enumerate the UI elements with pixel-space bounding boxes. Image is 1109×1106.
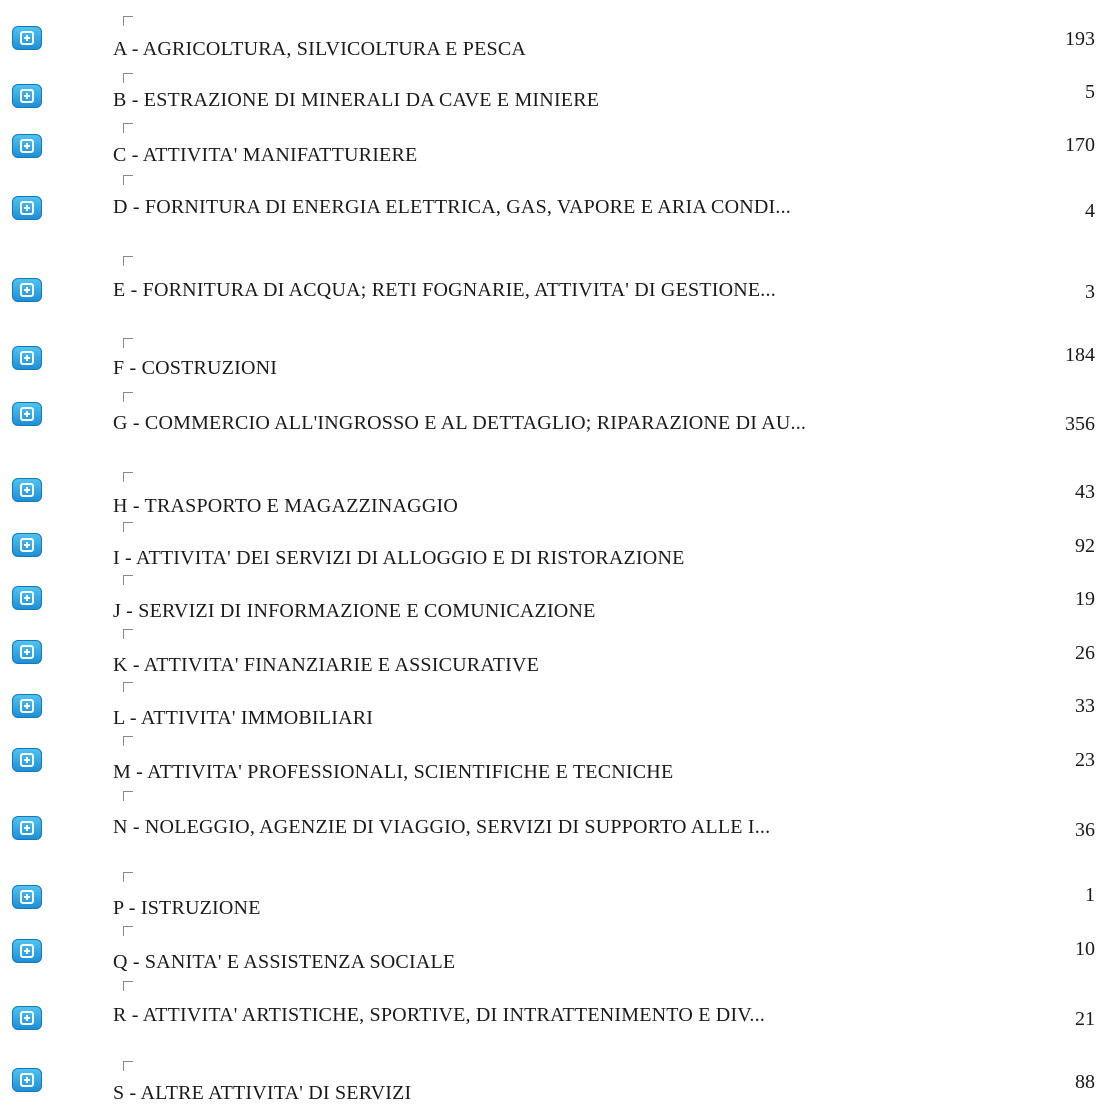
tree-connector bbox=[123, 1061, 133, 1071]
tree-item-label[interactable]: I - ATTIVITA' DEI SERVIZI DI ALLOGGIO E DI RISTORAZIONE bbox=[113, 547, 685, 569]
expand-button[interactable] bbox=[12, 278, 42, 302]
expand-button[interactable] bbox=[12, 134, 42, 158]
tree-connector bbox=[123, 338, 133, 348]
plus-square-icon bbox=[20, 89, 34, 103]
tree-item-label[interactable]: L - ATTIVITA' IMMOBILIARI bbox=[113, 707, 374, 729]
tree-item-label[interactable]: R - ATTIVITA' ARTISTICHE, SPORTIVE, DI INTRATTENIMENTO E DIV... bbox=[113, 1004, 765, 1026]
expand-button[interactable] bbox=[12, 346, 42, 370]
item-count: 23 bbox=[1075, 749, 1095, 771]
item-count: 26 bbox=[1075, 642, 1095, 664]
expand-button[interactable] bbox=[12, 640, 42, 664]
tree-item-label[interactable]: F - COSTRUZIONI bbox=[113, 357, 278, 379]
expand-button[interactable] bbox=[12, 1068, 42, 1092]
expand-button[interactable] bbox=[12, 939, 42, 963]
tree-item-label[interactable]: C - ATTIVITA' MANIFATTURIERE bbox=[113, 144, 418, 166]
plus-square-icon bbox=[20, 890, 34, 904]
item-count: 184 bbox=[1065, 344, 1095, 366]
item-count: 43 bbox=[1075, 481, 1095, 503]
plus-square-icon bbox=[20, 821, 34, 835]
expand-button[interactable] bbox=[12, 748, 42, 772]
plus-square-icon bbox=[20, 753, 34, 767]
plus-square-icon bbox=[20, 407, 34, 421]
expand-button[interactable] bbox=[12, 26, 42, 50]
tree-connector bbox=[123, 575, 133, 585]
tree-item-label[interactable]: S - ALTRE ATTIVITA' DI SERVIZI bbox=[113, 1082, 412, 1104]
item-count: 170 bbox=[1065, 134, 1095, 156]
plus-square-icon bbox=[20, 351, 34, 365]
tree-item-label[interactable]: H - TRASPORTO E MAGAZZINAGGIO bbox=[113, 495, 458, 517]
plus-square-icon bbox=[20, 201, 34, 215]
tree-connector bbox=[123, 175, 133, 185]
tree-item-label[interactable]: B - ESTRAZIONE DI MINERALI DA CAVE E MINIERE bbox=[113, 89, 600, 111]
tree-connector bbox=[123, 123, 133, 133]
item-count: 3 bbox=[1085, 281, 1095, 303]
expand-button[interactable] bbox=[12, 84, 42, 108]
tree-connector bbox=[123, 392, 133, 402]
tree-item-label[interactable]: M - ATTIVITA' PROFESSIONALI, SCIENTIFICHE E TECNICHE bbox=[113, 761, 674, 783]
tree-item-label[interactable]: E - FORNITURA DI ACQUA; RETI FOGNARIE, ATTIVITA' DI GESTIONE... bbox=[113, 279, 776, 301]
tree-connector bbox=[123, 736, 133, 746]
item-count: 36 bbox=[1075, 819, 1095, 841]
expand-button[interactable] bbox=[12, 1006, 42, 1030]
tree-item-label[interactable]: A - AGRICOLTURA, SILVICOLTURA E PESCA bbox=[113, 38, 527, 60]
expand-button[interactable] bbox=[12, 533, 42, 557]
tree-connector bbox=[123, 872, 133, 882]
plus-square-icon bbox=[20, 944, 34, 958]
item-count: 193 bbox=[1065, 28, 1095, 50]
plus-square-icon bbox=[20, 645, 34, 659]
item-count: 5 bbox=[1085, 81, 1095, 103]
tree-connector bbox=[123, 791, 133, 801]
item-count: 33 bbox=[1075, 695, 1095, 717]
tree-connector bbox=[123, 682, 133, 692]
item-count: 92 bbox=[1075, 535, 1095, 557]
plus-square-icon bbox=[20, 139, 34, 153]
tree-item-label[interactable]: P - ISTRUZIONE bbox=[113, 897, 261, 919]
item-count: 4 bbox=[1085, 200, 1095, 222]
expand-button[interactable] bbox=[12, 196, 42, 220]
plus-square-icon bbox=[20, 483, 34, 497]
tree-item-label[interactable]: G - COMMERCIO ALL'INGROSSO E AL DETTAGLIO; RIPARAZIONE DI AU... bbox=[113, 412, 807, 434]
tree-item-label[interactable]: D - FORNITURA DI ENERGIA ELETTRICA, GAS, VAPORE E ARIA CONDI... bbox=[113, 196, 791, 218]
plus-square-icon bbox=[20, 699, 34, 713]
item-count: 10 bbox=[1075, 938, 1095, 960]
tree-connector bbox=[123, 522, 133, 532]
item-count: 19 bbox=[1075, 588, 1095, 610]
tree-connector bbox=[123, 472, 133, 482]
expand-button[interactable] bbox=[12, 694, 42, 718]
tree-connector bbox=[123, 981, 133, 991]
expand-button[interactable] bbox=[12, 885, 42, 909]
expand-button[interactable] bbox=[12, 586, 42, 610]
plus-square-icon bbox=[20, 31, 34, 45]
plus-square-icon bbox=[20, 1073, 34, 1087]
tree-item-label[interactable]: N - NOLEGGIO, AGENZIE DI VIAGGIO, SERVIZI DI SUPPORTO ALLE I... bbox=[113, 816, 771, 838]
tree-connector bbox=[123, 16, 133, 26]
tree-item-label[interactable]: K - ATTIVITA' FINANZIARIE E ASSICURATIVE bbox=[113, 654, 540, 676]
expand-button[interactable] bbox=[12, 402, 42, 426]
tree-connector bbox=[123, 256, 133, 266]
tree-connector bbox=[123, 73, 133, 83]
tree-connector bbox=[123, 629, 133, 639]
item-count: 88 bbox=[1075, 1071, 1095, 1093]
plus-square-icon bbox=[20, 591, 34, 605]
item-count: 21 bbox=[1075, 1008, 1095, 1030]
plus-square-icon bbox=[20, 538, 34, 552]
expand-button[interactable] bbox=[12, 816, 42, 840]
plus-square-icon bbox=[20, 1011, 34, 1025]
plus-square-icon bbox=[20, 283, 34, 297]
tree-item-label[interactable]: Q - SANITA' E ASSISTENZA SOCIALE bbox=[113, 951, 456, 973]
item-count: 1 bbox=[1085, 884, 1095, 906]
tree-connector bbox=[123, 926, 133, 936]
tree-item-label[interactable]: J - SERVIZI DI INFORMAZIONE E COMUNICAZIONE bbox=[113, 600, 596, 622]
expand-button[interactable] bbox=[12, 478, 42, 502]
item-count: 356 bbox=[1065, 413, 1095, 435]
